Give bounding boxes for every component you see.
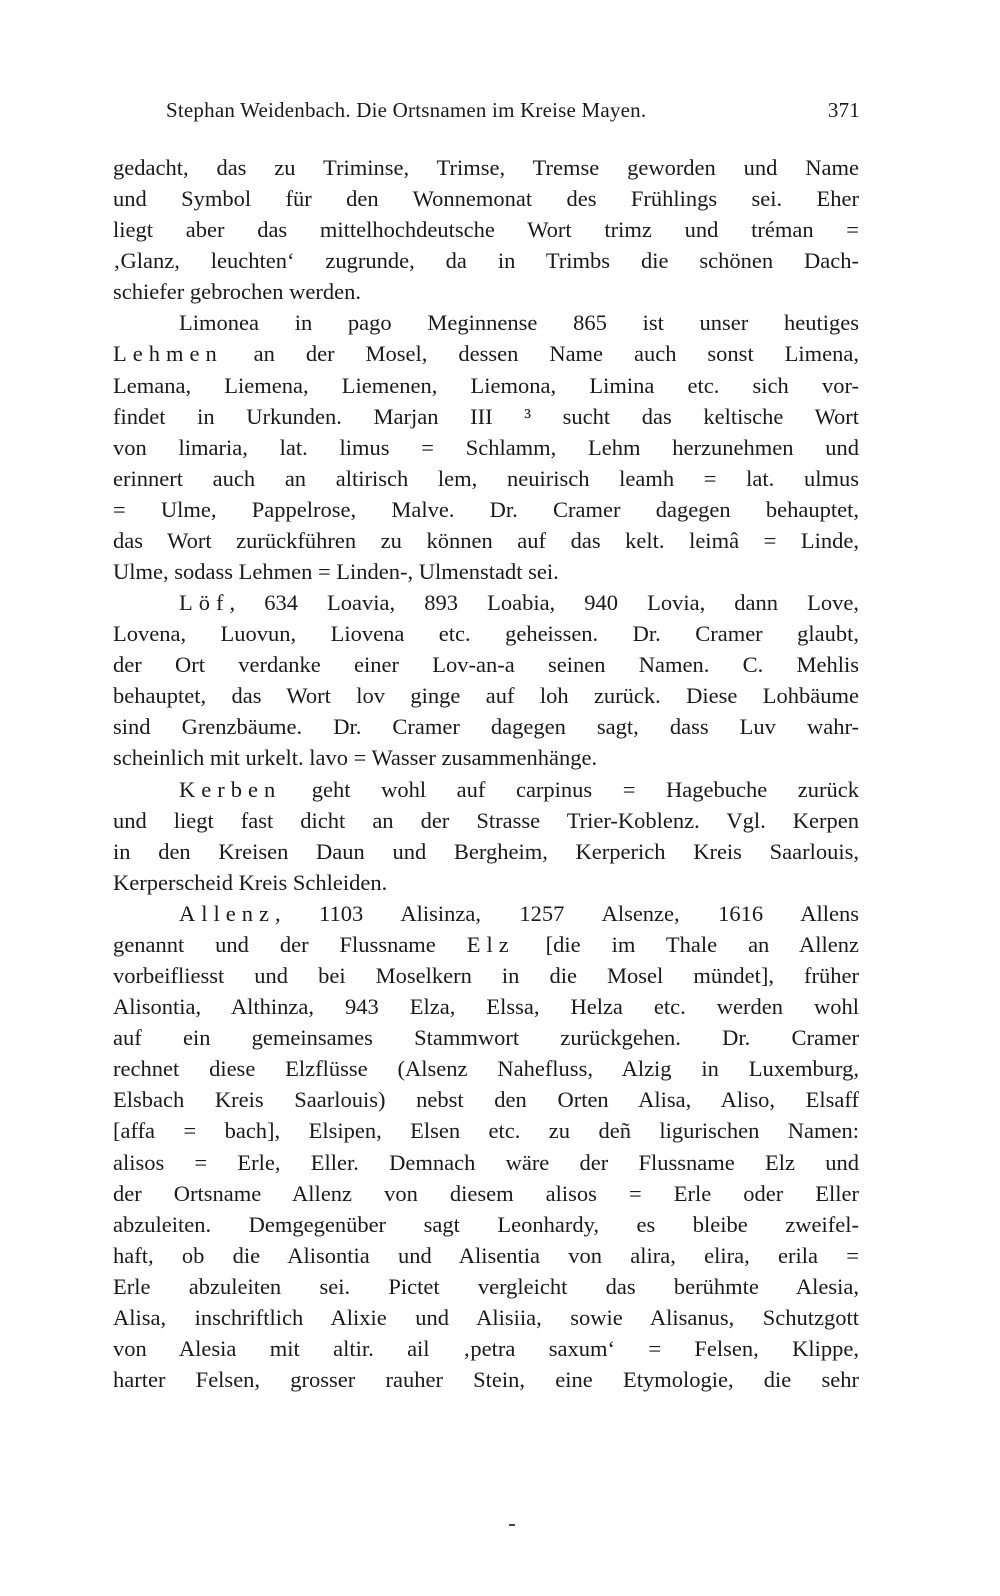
text-line xyxy=(113,307,859,338)
text-segment: behauptet, das Wort lov ginge auf loh zurück. Diese Lohbäume xyxy=(113,683,859,709)
text-line xyxy=(113,1240,859,1271)
text-segment: Alisontia, Althinza, 943 Elza, Elssa, Helza etc. werden wohl xyxy=(113,994,859,1020)
text-segment: Kerperscheid Kreis Schleiden. xyxy=(113,869,388,895)
text-segment: geht wohl auf carpinus = Hagebuche zurück xyxy=(281,776,859,802)
spaced-place-name: Kerben xyxy=(179,776,282,802)
text-segment: Alisa, inschriftlich Alixie und Alisiia, sowie Alisanus, Schutzgott xyxy=(113,1304,859,1330)
text-segment: Elsbach Kreis Saarlouis) nebst den Orten Alisa, Aliso, Elsaff xyxy=(113,1087,859,1113)
spaced-place-name: Löf xyxy=(179,590,230,616)
text-segment: sind Grenzbäume. Dr. Cramer dagegen sagt, dass Luv wahr- xyxy=(113,714,859,740)
spaced-place-name: Allenz xyxy=(179,900,275,926)
text-line xyxy=(113,960,859,991)
text-line xyxy=(113,338,859,369)
text-segment: der Ort verdanke einer Lov-an-a seinen Namen. C. Mehlis xyxy=(113,652,859,678)
page-number: 371 xyxy=(827,98,860,122)
text-line xyxy=(113,1178,859,1209)
text-segment: Ulme, sodass Lehmen = Linden-, Ulmenstadt sei. xyxy=(113,559,559,585)
text-line xyxy=(113,991,859,1022)
text-line xyxy=(113,836,859,867)
text-segment: abzuleiten. Demgegenüber sagt Leonhardy, es bleibe zweifel- xyxy=(113,1211,859,1237)
text-segment: gedacht, das zu Triminse, Trimse, Tremse geworden und Name xyxy=(113,155,859,180)
text-line xyxy=(113,1053,859,1084)
text-line xyxy=(113,1333,859,1364)
text-line xyxy=(113,1084,859,1115)
scan-speck xyxy=(509,1524,515,1526)
text-line xyxy=(113,183,859,214)
text-segment: genannt und der Flussname xyxy=(113,931,467,957)
text-segment: schiefer gebrochen werden. xyxy=(113,279,361,305)
text-segment: [affa = bach], Elsipen, Elsen etc. zu deñ ligurischen Namen: xyxy=(113,1118,859,1144)
text-line xyxy=(113,463,859,494)
body-text xyxy=(113,152,859,1395)
text-segment: der Ortsname Allenz von diesem alisos = Erle oder Eller xyxy=(113,1180,859,1206)
text-segment: alisos = Erle, Eller. Demnach wäre der Flussname Elz und xyxy=(113,1149,859,1175)
text-line xyxy=(113,276,859,307)
text-line xyxy=(113,1302,859,1333)
text-segment: erinnert auch an altirisch lem, neuirisch leamh = lat. ulmus xyxy=(113,465,859,491)
spaced-place-name: Lehmen xyxy=(113,341,223,367)
text-line xyxy=(113,867,859,898)
text-line xyxy=(113,711,859,742)
text-segment: und liegt fast dicht an der Strasse Trier-Koblenz. Vgl. Kerpen xyxy=(113,807,859,833)
text-segment: harter Felsen, grosser rauher Stein, eine Etymologie, die sehr xyxy=(113,1367,859,1393)
text-line xyxy=(113,494,859,525)
text-segment: Lemana, Liemena, Liemenen, Liemona, Limina etc. sich vor- xyxy=(113,372,859,398)
text-segment: Lovena, Luovun, Liovena etc. geheissen. Dr. Cramer glaubt, xyxy=(113,621,859,647)
text-segment: rechnet diese Elzflüsse (Alsenz Nahefluss, Alzig in Luxemburg, xyxy=(113,1056,859,1082)
text-segment: , 1103 Alisinza, 1257 Alsenze, 1616 Allens xyxy=(274,900,859,926)
text-line xyxy=(113,401,859,432)
text-segment: haft, ob die Alisontia und Alisentia von alira, elira, erila = xyxy=(113,1242,859,1268)
text-segment: das Wort zurückführen zu können auf das kelt. leimâ = Linde, xyxy=(113,527,859,553)
text-segment: = Ulme, Pappelrose, Malve. Dr. Cramer dagegen behauptet, xyxy=(113,496,859,522)
text-line xyxy=(113,214,859,245)
text-segment: , 634 Loavia, 893 Loabia, 940 Lovia, dann Love, xyxy=(229,590,859,616)
text-segment: findet in Urkunden. Marjan III ³ sucht das keltische Wort xyxy=(113,403,859,429)
text-line xyxy=(113,1115,859,1146)
text-line xyxy=(113,742,859,773)
text-segment: [die im Thale an Allenz xyxy=(514,931,859,957)
text-line xyxy=(113,1364,859,1395)
spaced-place-name: Elz xyxy=(466,931,515,957)
text-line xyxy=(113,774,859,805)
text-segment: in den Kreisen Daun und Bergheim, Kerperich Kreis Saarlouis, xyxy=(113,838,859,864)
text-segment: Limonea in pago Meginnense 865 ist unser heutiges xyxy=(179,310,859,336)
text-segment: ‚Glanz, leuchten‘ zugrunde, da in Trimbs die schönen Dach- xyxy=(113,248,859,274)
text-segment: auf ein gemeinsames Stammwort zurückgehen. Dr. Cramer xyxy=(113,1025,859,1051)
text-segment: von Alesia mit altir. ail ‚petra saxum‘ = Felsen, Klippe, xyxy=(113,1335,859,1361)
text-line xyxy=(113,370,859,401)
text-line xyxy=(113,649,859,680)
text-segment: scheinlich mit urkelt. lavo = Wasser zusammenhänge. xyxy=(113,745,598,771)
text-line xyxy=(113,618,859,649)
text-segment: Erle abzuleiten sei. Pictet vergleicht das berühmte Alesia, xyxy=(113,1273,859,1299)
text-line xyxy=(113,152,859,183)
text-line xyxy=(113,805,859,836)
text-line xyxy=(113,587,859,618)
text-line xyxy=(113,680,859,711)
text-line xyxy=(113,929,859,960)
text-line xyxy=(113,245,859,276)
text-segment: und Symbol für den Wonnemonat des Frühlings sei. Eher xyxy=(113,186,859,212)
text-line xyxy=(113,1209,859,1240)
text-line xyxy=(113,898,859,929)
text-segment: liegt aber das mittelhochdeutsche Wort trimz und tréman = xyxy=(113,217,859,243)
text-line xyxy=(113,1271,859,1302)
text-segment: von limaria, lat. limus = Schlamm, Lehm herzunehmen und xyxy=(113,434,859,460)
text-line xyxy=(113,1022,859,1053)
running-title: Stephan Weidenbach. Die Ortsnamen im Kreise Mayen. xyxy=(166,98,647,122)
text-segment: an der Mosel, dessen Name auch sonst Limena, xyxy=(222,341,859,367)
text-line xyxy=(113,432,859,463)
text-line xyxy=(113,556,859,587)
running-header xyxy=(166,98,860,123)
text-segment: vorbeifliesst und bei Moselkern in die Mosel mündet], früher xyxy=(113,963,859,989)
text-line xyxy=(113,525,859,556)
text-line xyxy=(113,1147,859,1178)
